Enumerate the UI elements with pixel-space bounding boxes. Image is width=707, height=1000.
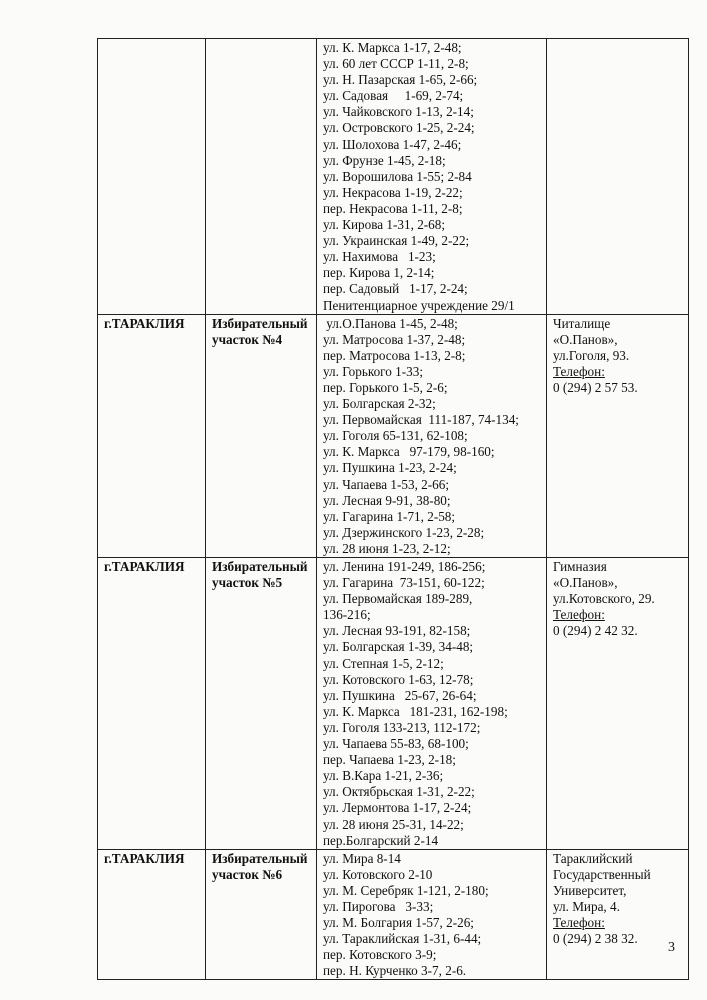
locality-name: г.ТАРАКЛИЯ bbox=[104, 559, 185, 574]
phone-number: 0 (294) 2 38 32. bbox=[553, 931, 638, 947]
street-line: ул. М. Болгария 1-57, 2-26; bbox=[323, 915, 474, 931]
street-line: ул. Пирогова 3-33; bbox=[323, 898, 434, 914]
polling-section-cell bbox=[206, 314, 317, 557]
street-line: ул. Гоголя 65-131, 62-108; bbox=[323, 428, 468, 444]
polling-section-line: Избирательный bbox=[212, 559, 308, 574]
street-line: пер. Горького 1-5, 2-6; bbox=[323, 379, 448, 395]
street-line: ул. К. Маркса 1-17, 2-48; bbox=[323, 40, 462, 55]
street-line: ул. М. Серебряк 1-121, 2-180; bbox=[323, 882, 489, 898]
polling-section-cell bbox=[206, 39, 317, 315]
street-line: ул. Котовского 2-10 bbox=[323, 866, 433, 882]
table-row bbox=[98, 849, 689, 980]
street-line: ул. Гагарина 73-151, 60-122; bbox=[323, 575, 485, 591]
street-line: ул. Болгарская 1-39, 34-48; bbox=[323, 639, 474, 655]
street-line: ул. Чапаева 1-53, 2-66; bbox=[323, 476, 450, 492]
street-line: ул. Горького 1-33; bbox=[323, 363, 423, 379]
street-line: ул. Пушкина 25-67, 26-64; bbox=[323, 687, 477, 703]
street-line: ул. Ворошилова 1-55; 2-84 bbox=[323, 168, 472, 184]
locality-cell bbox=[98, 849, 206, 980]
polling-section-line: Избирательный bbox=[212, 850, 308, 866]
streets-cell bbox=[317, 558, 547, 850]
address-line: ул. Мира, 4. bbox=[553, 898, 620, 914]
street-line: ул. К. Маркса 97-179, 98-160; bbox=[323, 444, 495, 460]
address-cell bbox=[547, 849, 689, 980]
street-line: 136-216; bbox=[323, 607, 371, 623]
street-line: ул. Лесная 9-91, 38-80; bbox=[323, 492, 451, 508]
table-row bbox=[98, 314, 689, 557]
address-cell bbox=[547, 39, 689, 315]
polling-section-line: Избирательный bbox=[212, 315, 308, 331]
address-line: ул.Гоголя, 93. bbox=[553, 347, 630, 363]
street-line: ул. Лесная 93-191, 82-158; bbox=[323, 623, 471, 639]
streets-cell bbox=[317, 314, 547, 557]
street-line: ул. В.Кара 1-21, 2-36; bbox=[323, 768, 444, 784]
street-line: ул. Котовского 1-63, 12-78; bbox=[323, 671, 474, 687]
street-line: пер. Котовского 3-9; bbox=[323, 947, 437, 963]
polling-section-line: участок №5 bbox=[212, 575, 283, 591]
locality-cell bbox=[98, 558, 206, 850]
address-line: Государственный bbox=[553, 866, 651, 882]
locality-cell bbox=[98, 39, 206, 315]
polling-section-cell bbox=[206, 849, 317, 980]
locality-name: г.ТАРАКЛИЯ bbox=[104, 315, 185, 331]
address-cell bbox=[547, 314, 689, 557]
locality-name: г.ТАРАКЛИЯ bbox=[104, 850, 185, 866]
phone-number: 0 (294) 2 57 53. bbox=[553, 379, 638, 395]
address-line: Читалище bbox=[553, 315, 611, 331]
street-line: ул. Н. Пазарская 1-65, 2-66; bbox=[323, 72, 478, 88]
street-line: пер. Н. Курченко 3-7, 2-6. bbox=[323, 963, 467, 979]
address-line: Гимназия bbox=[553, 559, 607, 574]
street-line: ул.О.Панова 1-45, 2-48; bbox=[323, 315, 458, 331]
street-line: ул. Дзержинского 1-23, 2-28; bbox=[323, 524, 485, 540]
street-line: ул. Островского 1-25, 2-24; bbox=[323, 120, 475, 136]
page-number: 3 bbox=[668, 940, 675, 955]
street-line: ул. Шолохова 1-47, 2-46; bbox=[323, 136, 462, 152]
street-line: ул. Степная 1-5, 2-12; bbox=[323, 655, 444, 671]
street-line: ул. Гоголя 133-213, 112-172; bbox=[323, 719, 481, 735]
street-line: ул. Матросова 1-37, 2-48; bbox=[323, 331, 466, 347]
street-line: ул. Первомайская 111-187, 74-134; bbox=[323, 412, 519, 428]
street-line: ул. 28 июня 25-31, 14-22; bbox=[323, 816, 464, 832]
street-line: пер. Кирова 1, 2-14; bbox=[323, 265, 435, 281]
phone-label: Телефон: bbox=[553, 363, 605, 379]
street-line: ул. 60 лет СССР 1-11, 2-8; bbox=[323, 56, 469, 72]
street-line: ул. Мира 8-14 bbox=[323, 850, 401, 866]
street-line: ул. К. Маркса 181-231, 162-198; bbox=[323, 703, 508, 719]
phone-number: 0 (294) 2 42 32. bbox=[553, 623, 638, 639]
streets-cell bbox=[317, 849, 547, 980]
street-line: ул. Украинская 1-49, 2-22; bbox=[323, 233, 470, 249]
street-line: ул. Ленина 191-249, 186-256; bbox=[323, 559, 486, 574]
polling-section-line: участок №6 bbox=[212, 866, 283, 882]
street-line: пер. Некрасова 1-11, 2-8; bbox=[323, 200, 463, 216]
street-line: ул. Лермонтова 1-17, 2-24; bbox=[323, 800, 472, 816]
street-line: пер.Болгарский 2-14 bbox=[323, 832, 439, 848]
street-line: ул. Фрунзе 1-45, 2-18; bbox=[323, 152, 446, 168]
street-line: ул. Чайковского 1-13, 2-14; bbox=[323, 104, 474, 120]
address-line: «О.Панов», bbox=[553, 575, 618, 591]
street-line: пер. Садовый 1-17, 2-24; bbox=[323, 281, 468, 297]
locality-cell bbox=[98, 314, 206, 557]
phone-label: Телефон: bbox=[553, 607, 605, 623]
street-line: ул. Садовая 1-69, 2-74; bbox=[323, 88, 464, 104]
address-cell bbox=[547, 558, 689, 850]
street-line: Пенитенциарное учреждение 29/1 bbox=[323, 297, 515, 313]
table-row bbox=[98, 558, 689, 850]
street-line: ул. Чапаева 55-83, 68-100; bbox=[323, 736, 469, 752]
street-line: пер. Чапаева 1-23, 2-18; bbox=[323, 752, 456, 768]
polling-section-cell bbox=[206, 558, 317, 850]
street-line: ул. Тараклийская 1-31, 6-44; bbox=[323, 931, 482, 947]
street-line: ул. Болгарская 2-32; bbox=[323, 396, 436, 412]
street-line: ул. Октябрьская 1-31, 2-22; bbox=[323, 784, 475, 800]
polling-section-line: участок №4 bbox=[212, 331, 283, 347]
address-line: «О.Панов», bbox=[553, 331, 618, 347]
phone-label: Телефон: bbox=[553, 915, 605, 931]
street-line: ул. Нахимова 1-23; bbox=[323, 249, 436, 265]
streets-cell bbox=[317, 39, 547, 315]
table-body bbox=[98, 39, 689, 980]
street-line: ул. Пушкина 1-23, 2-24; bbox=[323, 460, 457, 476]
polling-stations-table bbox=[97, 38, 689, 980]
address-line: ул.Котовского, 29. bbox=[553, 591, 655, 607]
address-line: Университет, bbox=[553, 882, 627, 898]
table-row bbox=[98, 39, 689, 315]
street-line: ул. 28 июня 1-23, 2-12; bbox=[323, 540, 451, 556]
street-line: ул. Первомайская 189-289, bbox=[323, 591, 473, 607]
street-line: ул. Гагарина 1-71, 2-58; bbox=[323, 508, 456, 524]
address-line: Тараклийский bbox=[553, 850, 633, 866]
street-line: ул. Кирова 1-31, 2-68; bbox=[323, 217, 446, 233]
street-line: пер. Матросова 1-13, 2-8; bbox=[323, 347, 466, 363]
street-line: ул. Некрасова 1-19, 2-22; bbox=[323, 184, 463, 200]
